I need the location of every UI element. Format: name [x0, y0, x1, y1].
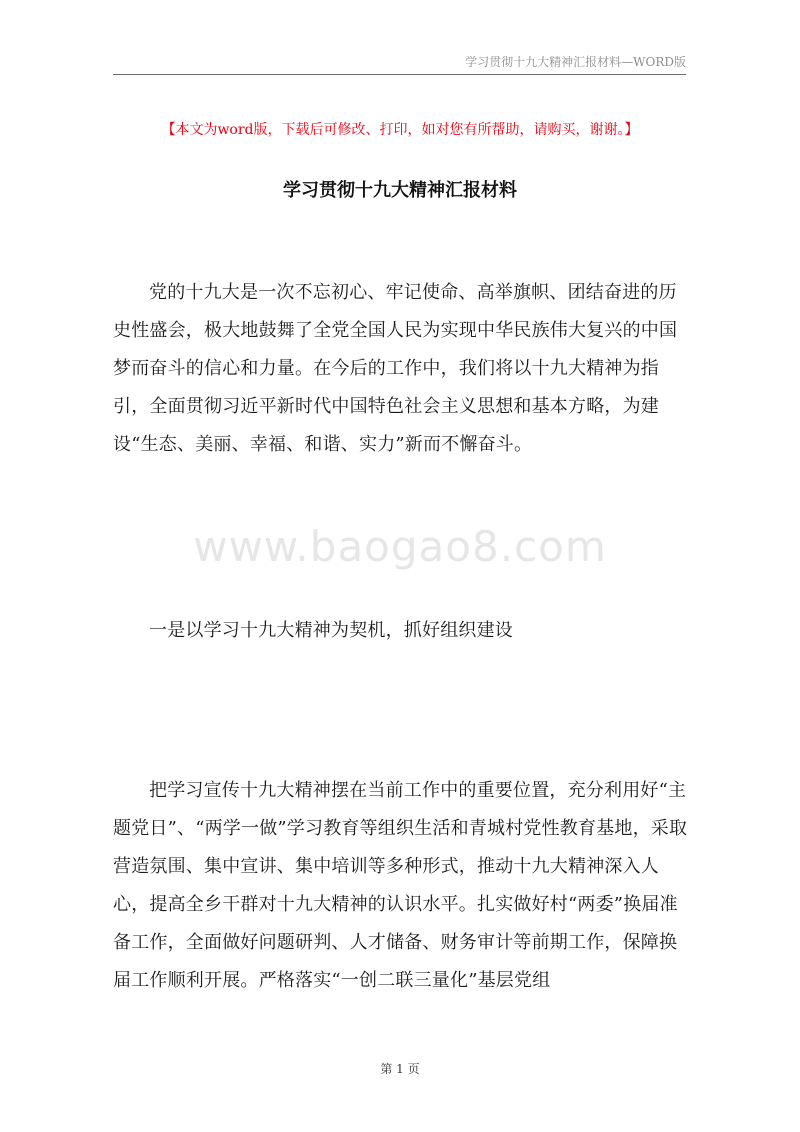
- running-title: 学习贯彻十九大精神汇报材料—WORD版: [465, 55, 686, 69]
- watermark: www.baogao8.com: [193, 522, 607, 571]
- section-heading: 一是以学习十九大精神为契机，抓好组织建设: [149, 620, 513, 641]
- page-header: [113, 50, 686, 75]
- paragraph-intro: 党的十九大是一次不忘初心、牢记使命、高举旗帜、团结奋进的历史性盛会，极大地鼓舞了全党全国人民为实现中华民族伟大复兴的中国梦而奋斗的信心和力量。在今后的工作中，我们将以十九大精神为指引，全面贯彻习近平新时代中国特色社会主义思想和基本方略，为建设“生态、美丽、幸福、和谐、实力”新而不懈奋斗。: [113, 282, 678, 455]
- download-notice: 【本文为word版，下载后可修改、打印，如对您有所帮助，请购买，谢谢。】: [161, 122, 639, 138]
- paragraph-body: 把学习宣传十九大精神摆在当前工作中的重要位置，充分利用好“主题党日”、“两学一做”学习教育等组织生活和青城村党性教育基地，采取营造氛围、集中宣讲、集中培训等多种形式，推动十九大精神深入人心，提高全乡干群对十九大精神的认识水平。扎实做好村“两委”换届准备工作，全面做好问题研判、人才储备、财务审计等前期工作，保障换届工作顺利开展。严格落实“一创二联三量化”基层党组: [113, 780, 688, 991]
- page-number: 第 1 页: [380, 1062, 420, 1076]
- document-title: 学习贯彻十九大精神汇报材料: [283, 180, 517, 201]
